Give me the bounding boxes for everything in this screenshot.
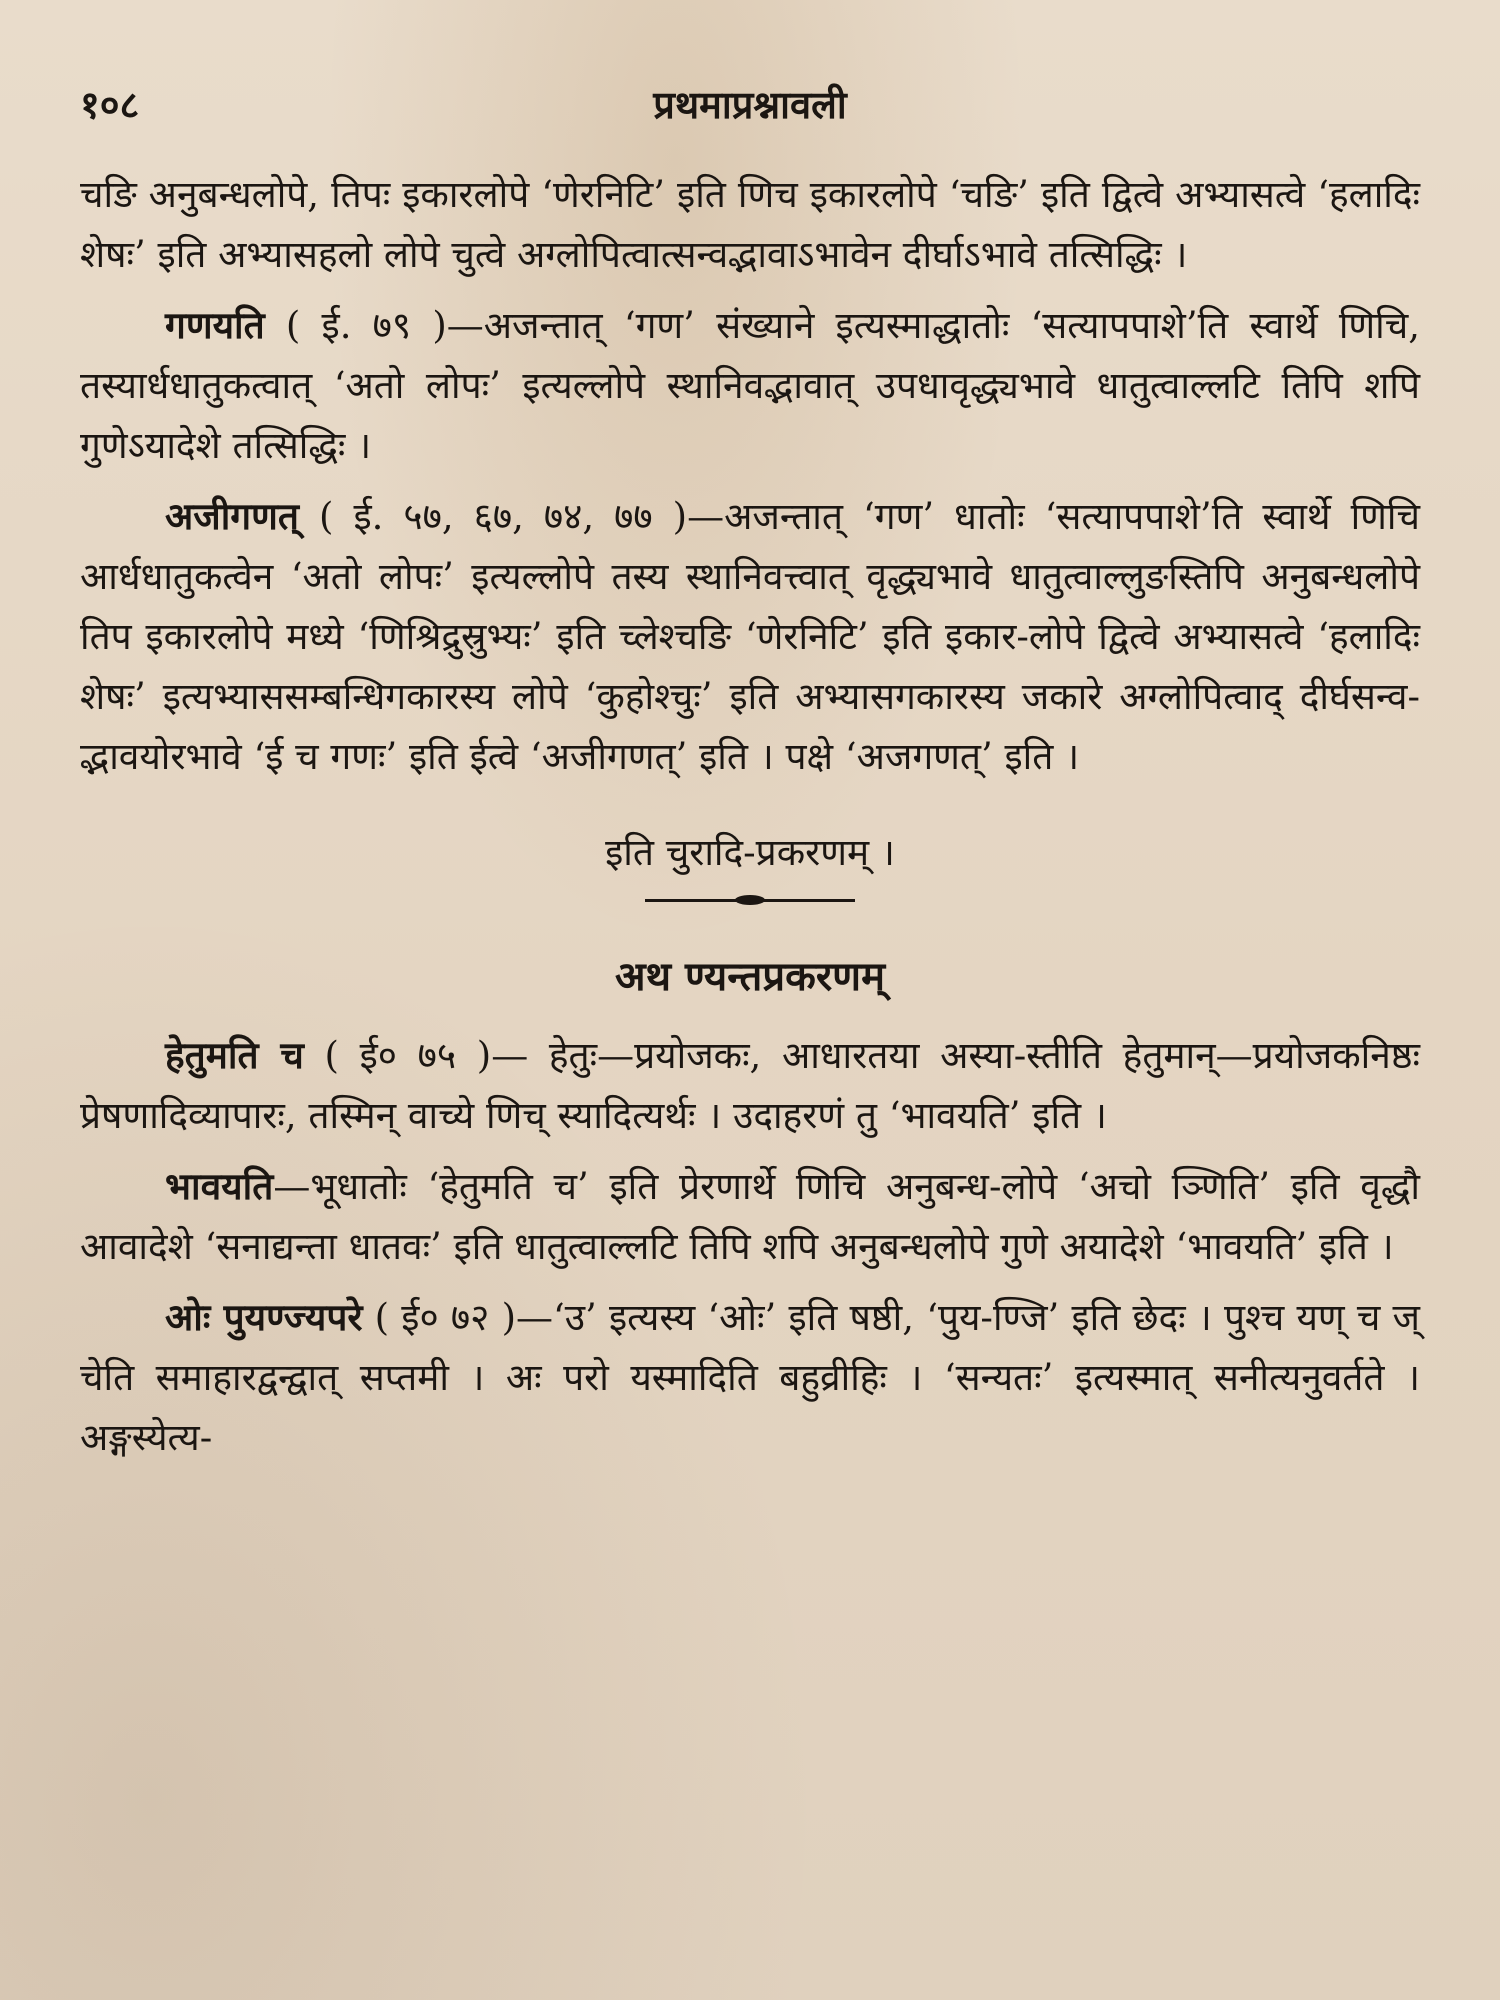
paragraph [80,165,1420,285]
paragraph [80,1156,1420,1277]
headword: हेतुमति च [165,1033,304,1077]
paragraph-text: ( ई. ५७, ६७, ७४, ७७ )—अजन्तात् ‘गण’ धातोः ‘सत्यापपाशे’ति स्वार्थे णिचि आर्धधातुकत्वेन ‘अतो लोपः’ इत्यल्लोपे तस्य स्थानिवत्त्वात् वृद्ध्यभावे धातुत्वाल्लुङस्तिपि अनुबन्धलोपे तिप इकारलोपे मध्ये ‘णिश्रिद्रुस्रुभ्यः’ इति च्लेश्चङि ‘णेरनिटि’ इति इकार-लोपे द्वित्वे अभ्यासत्वे ‘हलादिः शेषः’ इत्यभ्याससम्बन्धिगकारस्य लोपे ‘कुहोश्चुः’ इति अभ्यासगकारस्य जकारे अग्लोपित्वाद् दीर्घसन्व-द्भावयोरभावे ‘ई च गणः’ इति ईत्वे ‘अजीगणत्’ इति । पक्षे ‘अजगणत्’ इति । [80,495,1420,778]
paragraph-text: ( ई० ७५ )— हेतुः—प्रयोजकः, आधारतया अस्या-स्तीति हेतुमान्—प्रयोजकनिष्ठः प्रेषणादिव्यापारः, तस्मिन् वाच्ये णिच् स्यादित्यर्थः । उदाहरणं तु ‘भावयति’ इति । [80,1034,1421,1137]
page-header [80,78,1420,138]
page-number: १०८ [80,82,140,127]
paragraph-text: ( ई. ७९ )—अजन्तात् ‘गण’ संख्याने इत्यस्माद्धातोः ‘सत्यापपाशे’ति स्वार्थे णिचि, तस्यार्धधातुकत्वात् ‘अतो लोपः’ इत्यल्लोपे स्थानिवद्भावात् उपधावृद्ध्यभावे धातुत्वाल्लटि तिपि शपि गुणेऽयादेशे तत्सिद्धिः । [80,304,1420,467]
headword: भावयति [165,1164,274,1208]
paragraph [80,295,1420,476]
headword: अजीगणत् [165,494,299,538]
paragraph-text: ( ई० ७२ )—‘उ’ इत्यस्य ‘ओः’ इति षष्ठी, ‘पुय-ण्जि’ इति छेदः । पुश्च यण् च ज् चेति समाहारद्वन्द्वात् सप्तमी । अः परो यस्मादिति बहुव्रीहिः । ‘सन्यतः’ इत्यस्मात् सनीत्यनुवर्तते । अङ्गस्येत्य- [80,1296,1420,1459]
page-content [80,165,1420,1478]
paragraph-text: चङि अनुबन्धलोपे, तिपः इकारलोपे ‘णेरनिटि’ इति णिच इकारलोपे ‘चङि’ इति द्वित्वे अभ्यासत्वे ‘हलादिः शेषः’ इति अभ्यासहलो लोपे चुत्वे अग्लोपित्वात्सन्वद्भावाऽभावेन दीर्घाऽभावे तत्सिद्धिः । [80,173,1420,276]
section-title: अथ ण्यन्तप्रकरणम् [614,953,886,1000]
paragraph [80,1025,1420,1146]
running-title: प्रथमाप्रश्नावली [653,82,847,127]
paragraph-text: —भूधातोः ‘हेतुमति च’ इति प्रेरणार्थे णिचि अनुबन्ध-लोपे ‘अचो ञ्णिति’ इति वृद्धौ आवादेशे ‘सनाद्यन्ता धातवः’ इति धातुत्वाल्लटि तिपि शपि अनुबन्धलोपे गुणे अयादेशे ‘भावयति’ इति । [80,1165,1420,1268]
ornamental-divider [645,893,855,907]
divider-dot [735,895,765,905]
section-end-line: इति चुरादि-प्रकरणम् । [605,831,895,874]
paragraph [80,486,1420,787]
headword: गणयति [165,303,265,347]
paragraph [80,1287,1420,1468]
headword: ओः पुयण्ज्यपरे [165,1295,363,1339]
